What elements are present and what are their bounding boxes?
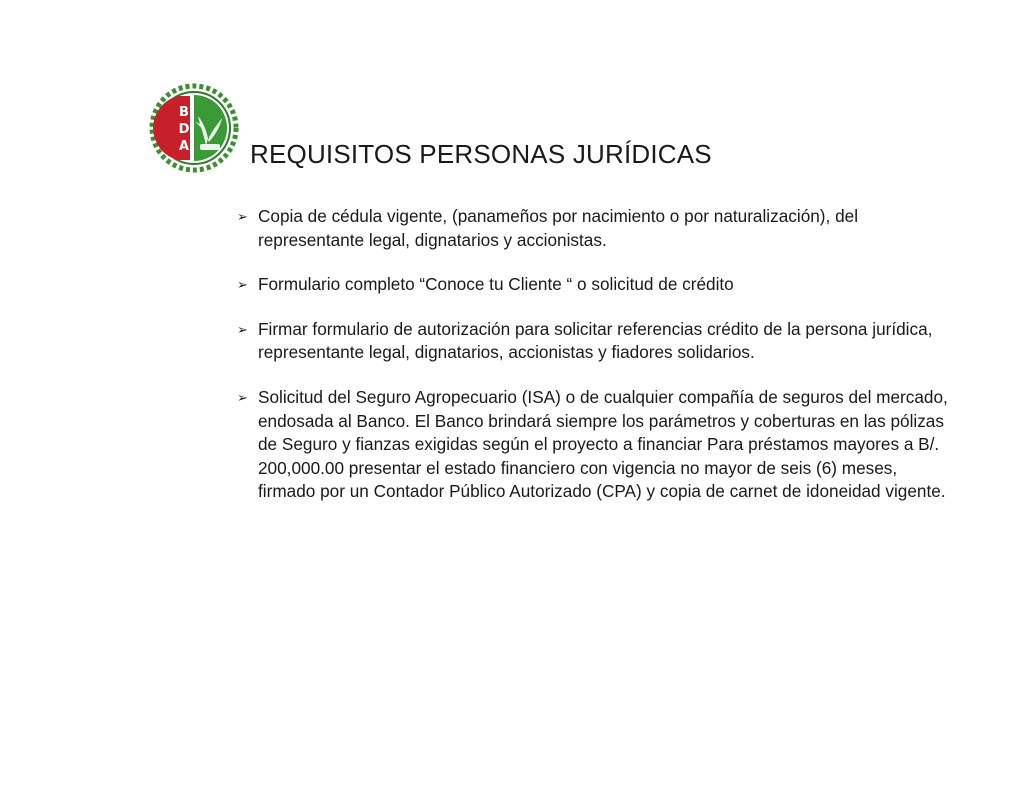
arrowhead-bullet-icon: ➢ <box>237 321 248 337</box>
list-item <box>237 386 957 504</box>
list-item-text: Solicitud del Seguro Agropecuario (ISA) o de cualquier compañía de seguros del mercado, endosada al Banco. El Banco brindará siempre los parámetros y coberturas en las pólizas de Seguro y fianzas exigidas según el proyecto a financiar Para préstamos mayores a B/. 200,000.00 presentar el estado financiero con vigencia no mayor de seis (6) meses, firmado por un Contador Público Autorizado (CPA) y copia de carnet de idoneidad vigente. <box>258 386 948 502</box>
list-item-text: Firmar formulario de autorización para solicitar referencias crédito de la persona jurídica, representante legal, dignatarios, accionistas y fiadores solidarios. <box>258 318 933 363</box>
list-item <box>237 318 957 365</box>
svg-text:B: B <box>179 105 189 120</box>
arrowhead-bullet-icon: ➢ <box>237 209 248 224</box>
list-item <box>237 273 957 297</box>
arrowhead-bullet-icon: ➢ <box>237 277 248 293</box>
bda-logo <box>148 82 244 174</box>
svg-text:A: A <box>178 139 190 154</box>
requirements-list <box>237 205 957 525</box>
arrowhead-bullet-icon: ➢ <box>237 389 248 405</box>
page-title: REQUISITOS PERSONAS JURÍDICAS <box>250 139 712 169</box>
svg-text:D: D <box>178 122 190 137</box>
list-item-text: Formulario completo “Conoce tu Cliente “ o solicitud de crédito <box>258 274 734 295</box>
list-item <box>237 205 957 252</box>
list-item-text: Copia de cédula vigente, (panameños por nacimiento o por naturalización), del representante legal, dignatarios y accionistas. <box>258 206 859 250</box>
